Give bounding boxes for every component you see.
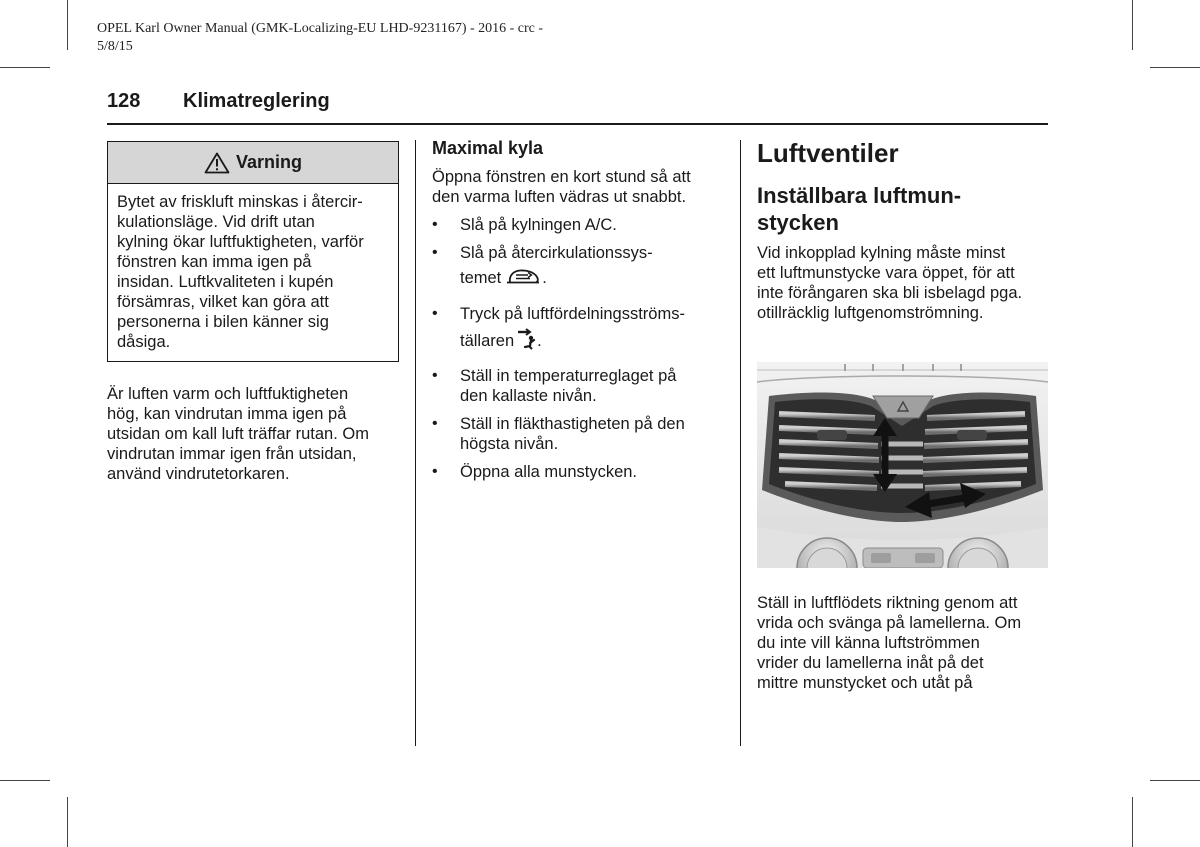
column-divider [740, 140, 741, 746]
vents-intro [757, 243, 1049, 323]
warning-line: insidan. Luftkvaliteten i kupén [117, 273, 334, 291]
paragraph-line: otillräcklig luftgenomströmning. [757, 304, 984, 322]
paragraph-line: Öppna fönstren en kort stund så att [432, 168, 691, 186]
page-heading [107, 90, 330, 113]
paragraph-line: inte förångaren ska bli isbelagd pga. [757, 284, 1023, 302]
document-header [97, 20, 617, 56]
heading-rule [107, 123, 1048, 125]
punctuation: . [537, 332, 542, 350]
heading-line: stycken [757, 210, 839, 235]
max-cooling-section [432, 138, 724, 490]
section-title: Klimatreglering [183, 90, 330, 112]
list-item [432, 304, 724, 355]
paragraph-line: mittre munstycket och utåt på [757, 674, 973, 692]
adjustable-vents-heading [757, 182, 1049, 236]
max-cooling-heading: Maximal kyla [432, 138, 544, 158]
warning-box [107, 141, 399, 362]
document-header-date: 5/8/15 [97, 39, 133, 54]
crop-mark [67, 0, 68, 50]
warning-line: dåsiga. [117, 333, 171, 351]
step-text: den kallaste nivån. [460, 387, 597, 405]
step-text: • Ställ in temperaturreglaget på [460, 367, 677, 385]
vents-adjust-paragraph [757, 593, 1049, 693]
paragraph-line: den varma luften vädras ut snabbt. [432, 188, 687, 206]
document-header-line: OPEL Karl Owner Manual (GMK-Localizing-EU LHD-9231167) - 2016 - crc - [97, 21, 544, 36]
fogging-paragraph [107, 384, 402, 484]
warning-line: Bytet av friskluft minskas i återcir- [117, 193, 363, 211]
warning-line: personerna i bilen känner sig [117, 313, 329, 331]
warning-line: försämras, vilket kan göra att [117, 293, 329, 311]
step-text: högsta nivån. [460, 435, 559, 453]
list-item [432, 215, 724, 235]
paragraph-line: vrider du lamellerna inåt på det [757, 654, 984, 672]
paragraph-line: vindrutan immar igen från utsidan, [107, 445, 357, 463]
warning-line: kulationsläge. Vid drift utan [117, 213, 315, 231]
crop-mark [1132, 797, 1133, 847]
paragraph-line: Vid inkopplad kylning måste minst [757, 244, 1006, 262]
crop-mark [0, 780, 50, 781]
air-vent-photo [757, 362, 1048, 568]
air-vents-title: Luftventiler [757, 138, 899, 168]
warning-line: fönstren kan imma igen på [117, 253, 312, 271]
step-text: Öppna alla munstycken. [460, 463, 638, 481]
step-text: • Tryck på luftfördelningsströms- [460, 305, 685, 323]
list-item [432, 462, 724, 482]
list-item [432, 243, 724, 292]
crop-mark [67, 797, 68, 847]
step-text: tällaren [460, 332, 515, 350]
paragraph-line: Är luften varm och luftfuktigheten [107, 385, 349, 403]
recirculation-icon [504, 267, 542, 292]
warning-line: kylning ökar luftfuktigheten, varför [117, 233, 364, 251]
page-number: 128 [107, 90, 141, 112]
air-vents-section [757, 137, 1049, 323]
list-item [432, 414, 724, 454]
warning-title: Varning [235, 152, 302, 172]
paragraph-line: hög, kan vindrutan imma igen på [107, 405, 347, 423]
paragraph-line: Ställ in luftflödets riktning genom att [757, 594, 1018, 612]
list-item [432, 366, 724, 406]
paragraph-line: du inte vill känna luftströmmen [757, 634, 980, 652]
step-text: • Slå på återcirkulationssys- [460, 244, 653, 262]
max-cooling-steps [432, 215, 724, 482]
crop-mark [1132, 0, 1133, 50]
crop-mark [1150, 780, 1200, 781]
crop-mark [0, 67, 50, 68]
air-distribution-icon [517, 328, 537, 355]
paragraph-line: använd vindrutetorkaren. [107, 465, 290, 483]
heading-line: Inställbara luftmun- [757, 183, 962, 208]
paragraph-line: ett luftmunstycke vara öppet, för att [757, 264, 1015, 282]
max-cooling-intro [432, 167, 724, 207]
column-divider [415, 140, 416, 746]
step-text: Slå på kylningen A/C. [460, 216, 617, 234]
step-text: temet [460, 269, 502, 287]
paragraph-line: vrida och svänga på lamellerna. Om [757, 614, 1022, 632]
warning-triangle-icon [204, 152, 230, 174]
punctuation: . [542, 269, 547, 287]
step-text: • Ställ in fläkthastigheten på den [460, 415, 685, 433]
warning-header [108, 142, 398, 184]
paragraph-line: utsidan om kall luft träffar rutan. Om [107, 425, 369, 443]
warning-text [108, 184, 398, 352]
crop-mark [1150, 67, 1200, 68]
